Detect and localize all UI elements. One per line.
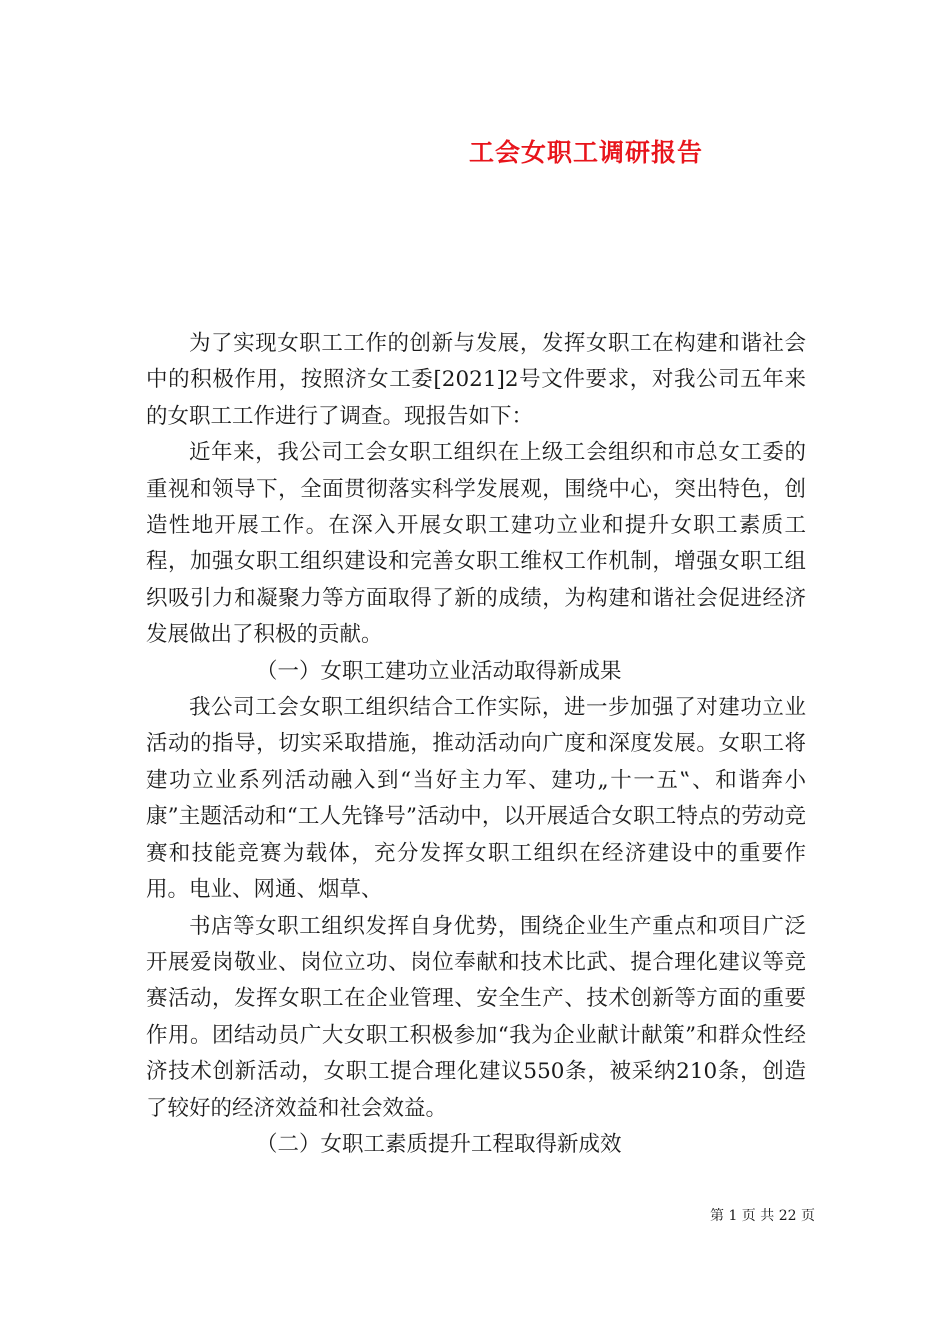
paragraph-intro: 为了实现女职工工作的创新与发展，发挥女职工在构建和谐社会中的积极作用，按照济女工委[2021]2号文件要求，对我公司五年来的女职工工作进行了调查。现报告如下： [146, 331, 806, 429]
document-body [146, 326, 806, 1163]
paragraph-section-1a: 我公司工会女职工组织结合工作实际，进一步加强了对建功立业活动的指导，切实采取措施，推动活动向广度和深度发展。女职工将建功立业系列活动融入到“当好主力军、建功„十一五‟、和谐奔小康”主题活动和“工人先锋号”活动中，以开展适合女职工特点的劳动竞赛和技能竞赛为载体，充分发挥女职工组织在经济建设中的重要作用。电业、网通、烟草、 [146, 695, 806, 903]
section-heading-2: （二）女职工素质提升工程取得新成效 [256, 1131, 622, 1157]
paragraph-section-1b: 书店等女职工组织发挥自身优势，围绕企业生产重点和项目广泛开展爱岗敬业、岗位立功、岗位奉献和技术比武、提合理化建议等竞赛活动，发挥女职工在企业管理、安全生产、技术创新等方面的重要作用。团结动员广大女职工积极参加“我为企业献计献策”和群众性经济技术创新活动，女职工提合理化建议550条，被采纳210条，创造了较好的经济效益和社会效益。 [146, 913, 806, 1121]
section-heading-1: （一）女职工建功立业活动取得新成果 [256, 658, 622, 684]
document-title: 工会女职工调研报告 [469, 138, 704, 167]
paragraph-overview: 近年来，我公司工会女职工组织在上级工会组织和市总女工委的重视和领导下，全面贯彻落实科学发展观，围绕中心，突出特色，创造性地开展工作。在深入开展女职工建功立业和提升女职工素质工程，加强女职工组织建设和完善女职工维权工作机制，增强女职工组织吸引力和凝聚力等方面取得了新的成绩，为构建和谐社会促进经济发展做出了积极的贡献。 [146, 440, 806, 648]
page-number: 第 1 页 共 22 页 [710, 1208, 815, 1224]
